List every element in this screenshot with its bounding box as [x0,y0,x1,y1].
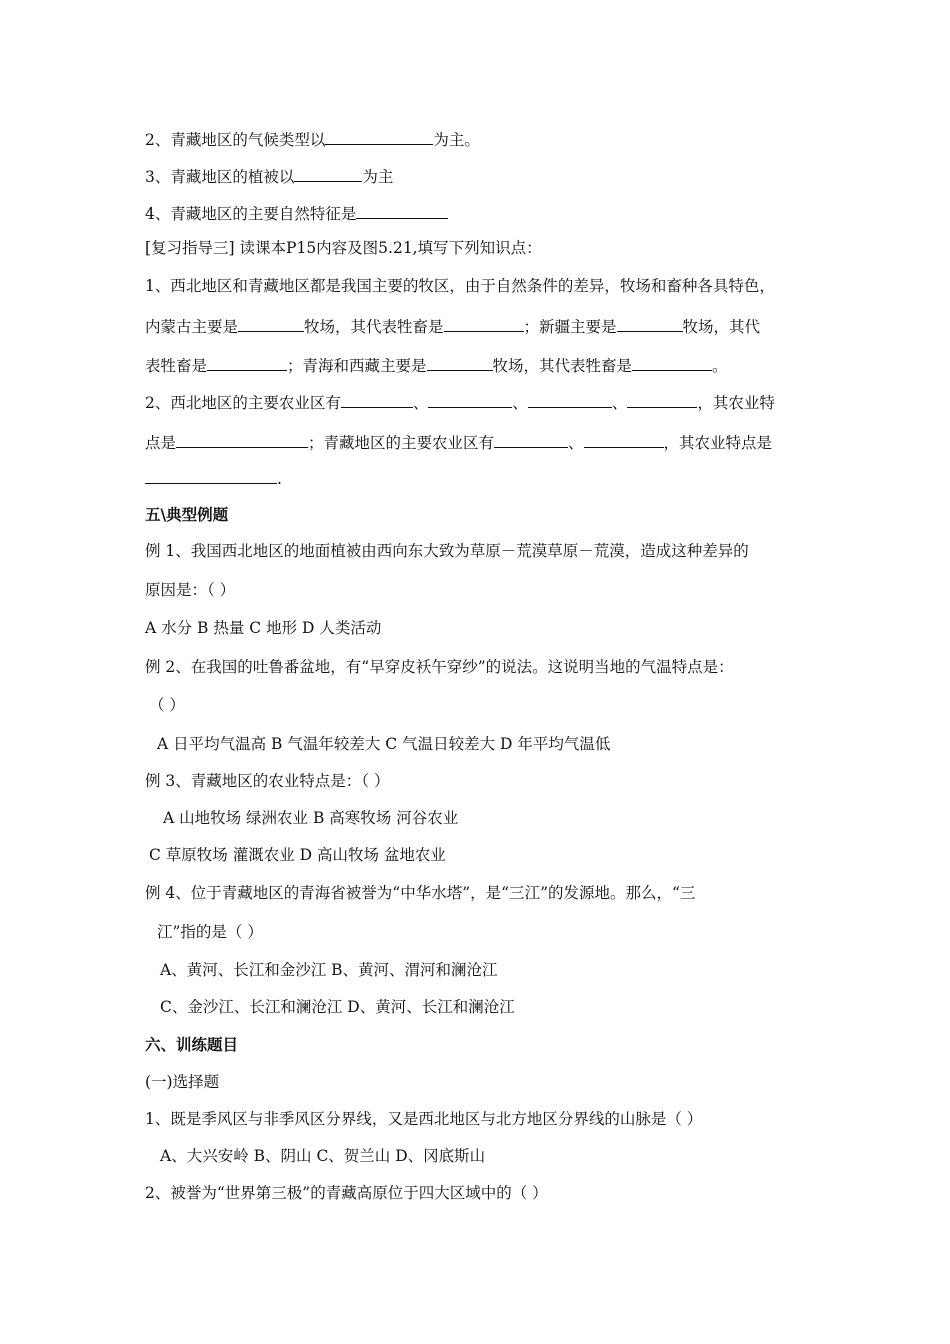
review-three-q2-line3: . [145,467,282,489]
answer-blank[interactable] [341,391,413,408]
review-three-q2-line2: 点是 ；青藏地区的主要农业区有 、 ，其农业特点是 [145,431,772,453]
training-question-1-options: A、大兴安岭 B、阴山 C、贺兰山 D、冈底斯山 [160,1147,486,1165]
answer-blank[interactable] [444,315,524,332]
question-3-vegetation: 3、青藏地区的植被以 为主 [145,165,393,187]
review-three-q2-line1: 2、西北地区的主要农业区有 、 、 、 ，其农业特 [145,391,775,413]
answer-blank[interactable] [494,431,568,448]
example-1-options: A 水分 B 热量 C 地形 D 人类活动 [145,619,382,637]
example-3-line1: 例 3、青藏地区的农业特点是：（ ） [145,772,390,790]
answer-blank[interactable] [294,165,362,182]
review-guide-three-heading: [复习指导三] 读课本P15内容及图5.21,填写下列知识点： [145,239,542,257]
answer-blank[interactable] [207,354,287,371]
example-2-line2: （ ） [149,696,185,714]
example-1-line2: 原因是：（ ） [145,581,236,599]
answer-blank[interactable] [176,431,308,448]
answer-blank[interactable] [325,128,433,145]
answer-blank[interactable] [632,354,712,371]
example-4-line2: 江”指的是（ ） [157,923,263,941]
section-6-title: 六、训练题目 [145,1035,239,1054]
review-three-q1-line3: 表牲畜是 ；青海和西藏主要是 牧场，其代表牲畜是 。 [145,354,728,376]
training-question-2: 2、被誉为“世界第三极”的青藏高原位于四大区域中的（ ） [145,1184,548,1202]
answer-blank[interactable] [617,315,683,332]
example-2-options: A 日平均气温高 B 气温年较差大 C 气温日较差大 D 年平均气温低 [157,735,611,753]
answer-blank[interactable] [627,391,697,408]
example-4-options-ab: A、黄河、长江和金沙江 B、黄河、渭河和澜沧江 [160,961,498,979]
training-question-1: 1、既是季风区与非季风区分界线，又是西北地区与北方地区分界线的山脉是（ ） [145,1110,703,1128]
example-3-options-ab: A 山地牧场 绿洲农业 B 高寒牧场 河谷农业 [163,809,459,827]
example-4-line1: 例 4、位于青藏地区的青海省被誉为“中华水塔”，是“三江”的发源地。那么，“三 [145,884,696,902]
example-3-options-cd: C 草原牧场 灌溉农业 D 高山牧场 盆地农业 [149,846,446,864]
example-4-options-cd: C、金沙江、长江和澜沧江 D、黄河、长江和澜沧江 [160,998,515,1016]
question-4-feature: 4、青藏地区的主要自然特征是 [145,202,448,224]
example-2-line1: 例 2、在我国的吐鲁番盆地，有“早穿皮袄午穿纱”的说法。这说明当地的气温特点是： [145,658,734,676]
answer-blank[interactable] [428,391,512,408]
example-1-line1: 例 1、我国西北地区的地面植被由西向东大致为草原－荒漠草原－荒漠，造成这种差异的 [145,542,749,560]
review-three-q1-line1: 1、西北地区和青藏地区都是我国主要的牧区，由于自然条件的差异，牧场和畜种各具特色， [145,277,775,295]
answer-blank[interactable] [584,431,664,448]
section-5-title: 五\典型例题 [145,505,229,524]
answer-blank[interactable] [145,467,277,484]
answer-blank[interactable] [238,315,304,332]
answer-blank[interactable] [528,391,612,408]
section-6-subtitle: (一)选择题 [145,1073,220,1091]
answer-blank[interactable] [356,202,448,219]
question-2-climate: 2、青藏地区的气候类型以 为主。 [145,128,480,150]
answer-blank[interactable] [427,354,493,371]
review-three-q1-line2: 内蒙古主要是 牧场，其代表牲畜是 ；新疆主要是 牧场，其代 [145,315,760,337]
